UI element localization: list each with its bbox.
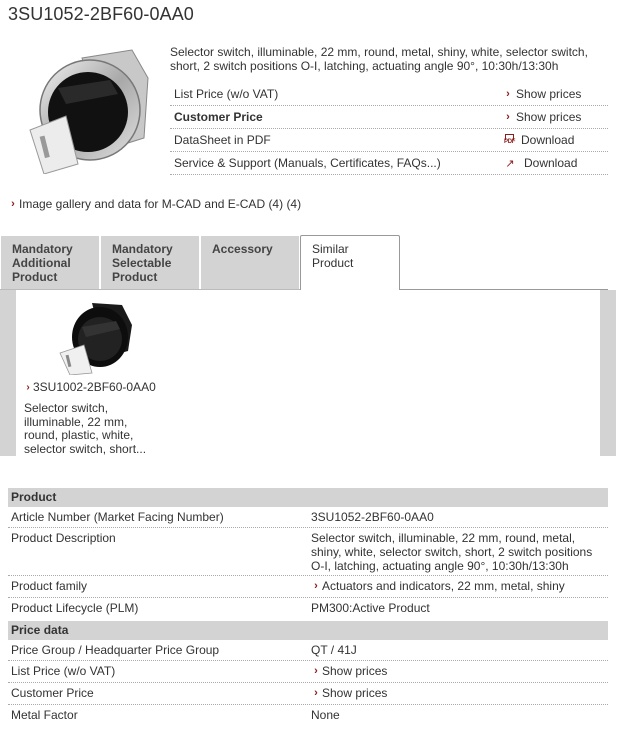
summary-label: DataSheet in PDF <box>174 133 271 147</box>
summary-row-service-support <box>170 152 608 175</box>
product-image[interactable] <box>22 38 152 174</box>
external-link-icon: ↗ <box>505 157 515 170</box>
row-value: PM300:Active Product <box>311 601 430 615</box>
chevron-right-icon: › <box>314 580 318 592</box>
summary-table <box>170 83 608 175</box>
section-header-product: Product <box>8 488 608 507</box>
table-row <box>8 661 608 683</box>
similar-product-image[interactable] <box>56 299 136 375</box>
pdf-icon: PDF <box>504 134 516 146</box>
show-prices-link[interactable] <box>502 87 608 101</box>
table-row <box>8 683 608 705</box>
action-label: Download <box>524 156 578 170</box>
scroll-left-button[interactable] <box>0 290 16 456</box>
action-label: Show prices <box>516 110 582 124</box>
product-family-link[interactable] <box>308 576 608 597</box>
table-row <box>8 507 608 528</box>
row-key: List Price (w/o VAT) <box>11 664 116 678</box>
row-key: Product Description <box>11 531 116 545</box>
summary-row-customer-price <box>170 106 608 129</box>
row-value: QT / 41J <box>311 643 357 657</box>
gallery-link-label: Image gallery and data for M-CAD and E-CAD (4) (4) <box>19 197 302 211</box>
action-label: Show prices <box>516 87 582 101</box>
chevron-right-icon: › <box>11 198 15 210</box>
download-datasheet-link[interactable] <box>502 133 608 147</box>
table-row <box>8 528 608 576</box>
row-value: Actuators and indicators, 22 mm, metal, shiny <box>322 579 565 593</box>
chevron-right-icon: › <box>506 111 510 123</box>
summary-label: Service & Support (Manuals, Certificates, FAQs...) <box>174 156 441 170</box>
tab-mandatory-additional-product[interactable]: Mandatory Additional Product <box>1 236 99 290</box>
short-description: Selector switch, illuminable, 22 mm, round, metal, shiny, white, selector switch, short, 2 switch positions O-I, latching, actuating angle 90°, 10:30h/13:30h <box>170 45 588 73</box>
tab-mandatory-selectable-product[interactable]: Mandatory Selectable Product <box>101 236 199 290</box>
row-key: Product Lifecycle (PLM) <box>11 601 139 615</box>
row-value: Selector switch, illuminable, 22 mm, round, metal, shiny, white, selector switch, short, 2 switch positions O-I, latching, actuating angle 90°, 10:30h/13:30h <box>311 531 593 573</box>
similar-product-link[interactable] <box>24 380 156 394</box>
action-label: Download <box>521 133 575 147</box>
tab-similar-product[interactable]: Similar Product <box>300 235 400 290</box>
product-data-table <box>8 488 608 727</box>
related-products-tabs <box>0 235 630 290</box>
chevron-right-icon: › <box>506 88 510 100</box>
show-prices-link[interactable] <box>308 683 608 704</box>
similar-product-article: 3SU1002-2BF60-0AA0 <box>33 380 156 394</box>
row-value: None <box>311 708 340 722</box>
similar-product-description: Selector switch, illuminable, 22 mm, round, plastic, white, selector switch, short... <box>24 401 147 456</box>
page-title: 3SU1052-2BF60-0AA0 <box>8 4 194 24</box>
table-row <box>8 598 608 620</box>
summary-label: Customer Price <box>174 110 263 124</box>
row-key: Customer Price <box>11 686 94 700</box>
summary-row-datasheet <box>170 129 608 152</box>
table-row <box>8 640 608 661</box>
row-value: Show prices <box>322 686 388 700</box>
row-key: Price Group / Headquarter Price Group <box>11 643 220 657</box>
row-key: Metal Factor <box>11 708 78 722</box>
section-header-price-data: Price data <box>8 621 608 640</box>
row-key: Article Number (Market Facing Number) <box>11 510 224 524</box>
show-prices-link[interactable] <box>502 110 608 124</box>
show-prices-link[interactable] <box>308 661 608 682</box>
download-support-link[interactable] <box>502 156 608 170</box>
table-row <box>8 576 608 598</box>
scroll-right-button[interactable] <box>600 290 616 456</box>
tab-accessory[interactable]: Accessory <box>201 236 299 290</box>
summary-label: List Price (w/o VAT) <box>174 87 279 101</box>
row-value: Show prices <box>322 664 388 678</box>
row-value: 3SU1052-2BF60-0AA0 <box>311 510 434 524</box>
row-key: Product family <box>11 579 88 593</box>
chevron-right-icon: › <box>314 665 318 677</box>
image-gallery-link[interactable] <box>8 197 301 211</box>
table-row <box>8 705 608 727</box>
summary-row-list-price <box>170 83 608 106</box>
chevron-right-icon: › <box>26 381 30 393</box>
chevron-right-icon: › <box>314 687 318 699</box>
